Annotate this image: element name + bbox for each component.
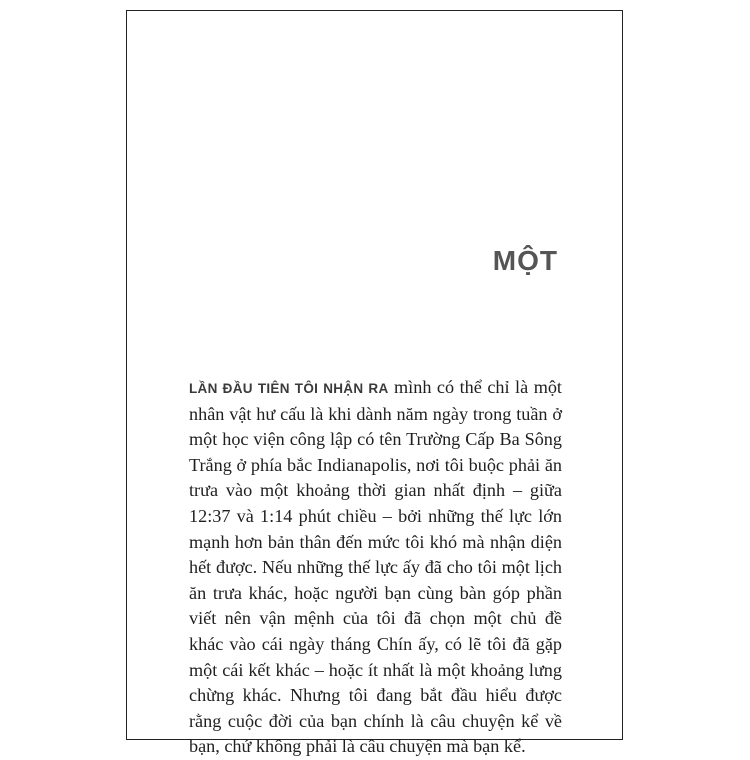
chapter-paragraph [189,375,562,760]
paragraph-text: mình có thể chỉ là một nhân vật hư cấu là khi dành năm ngày trong tuần ở một học viện công lập có tên Trường Cấp Ba Sông Trắng ở phía bắc Indianapolis, nơi tôi buộc phải ăn trưa vào một khoảng thời gian nhất định – giữa 12:37 và 1:14 phút chiều – bởi những thế lực lớn mạnh hơn bản thân đến mức tôi khó mà nhận diện hết được. Nếu những thế lực ấy đã cho tôi một lịch ăn trưa khác, hoặc người bạn cùng bàn góp phần viết nên vận mệnh của tôi đã chọn một chủ đề khác vào cái ngày tháng Chín ấy, có lẽ tôi đã gặp một cái kết khác – hoặc ít nhất là một khoảng lưng chừng khác. Nhưng tôi đang bắt đầu hiểu được rằng cuộc đời của bạn chính là câu chuyện kể về bạn, chứ không phải là câu chuyện mà bạn kể. [189,377,562,757]
chapter-title: MỘT [492,245,558,276]
book-page [126,10,623,757]
paragraph-lead-in: LẦN ĐẦU TIÊN TÔI NHẬN RA [189,381,389,396]
